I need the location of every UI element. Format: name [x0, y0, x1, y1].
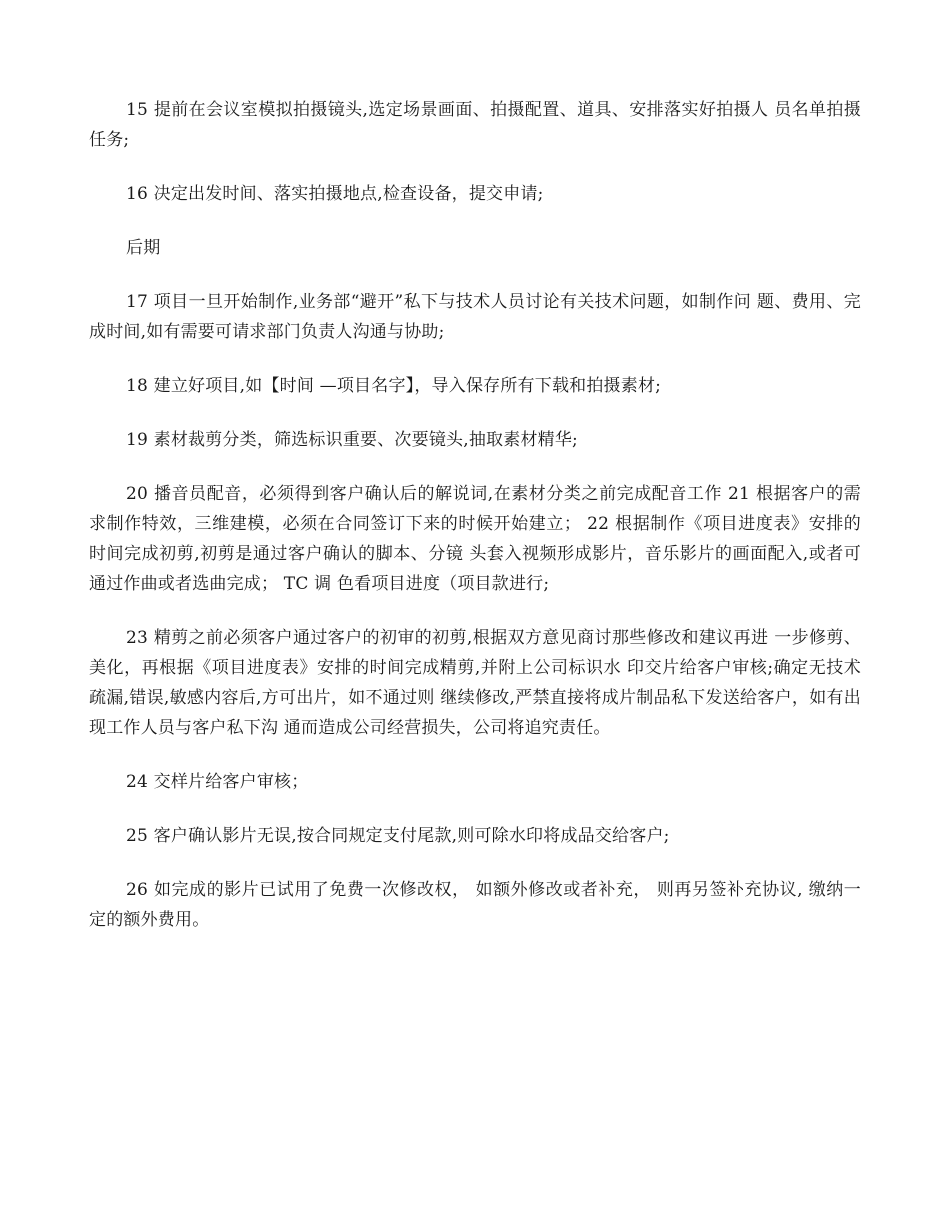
paragraph-20-22: 20 播音员配音，必须得到客户确认后的解说词,在素材分类之前完成配音工作 21 根据客户的需求制作特效，三维建模，必须在合同签订下来的时候开始建立； 22 根据制作《项目进度表》安排的时间完成初剪,初剪是通过客户确认的脚本、分镜 头套入视频形成影片，音乐影片的画面配入,或者可通过作曲或者选曲完成； TC 调 色看项目进度（项目款进行; — [89, 484, 861, 594]
paragraph-16: 16 决定出发时间、落实拍摄地点,检查设备，提交申请; — [126, 184, 544, 204]
paragraph-18: 18 建立好项目,如【时间 —项目名字】，导入保存所有下载和拍摄素材; — [126, 376, 662, 396]
paragraph-23: 23 精剪之前必须客户通过客户的初审的初剪,根据双方意见商讨那些修改和建议再进 一步修剪、美化，再根据《项目进度表》安排的时间完成精剪,并附上公司标识水 印交片给客户审核;确定无技术疏漏,错误,敏感内容后,方可出片，如不通过则 继续修改,严禁直接将成片制品私下发送给客户，如有出现工作人员与客户私下沟 通而造成公司经营损失，公司将追究责任。 — [89, 628, 861, 738]
section-heading-post-production: 后期 — [126, 238, 161, 258]
paragraph-26: 26 如完成的影片已试用了免费一次修改权， 如额外修改或者补充， 则再另签补充协议, 缴纳一定的额外费用。 — [89, 880, 861, 930]
paragraph-24: 24 交样片给客户审核； — [126, 772, 309, 792]
paragraph-15: 15 提前在会议室模拟拍摄镜头,选定场景画面、拍摄配置、道具、安排落实好拍摄人 员名单拍摄任务; — [89, 100, 861, 150]
paragraph-17: 17 项目一旦开始制作,业务部“避开”私下与技术人员讨论有关技术问题，如制作问 题、费用、完成时间,如有需要可请求部门负责人沟通与协助; — [89, 292, 861, 342]
document-body — [89, 95, 861, 959]
paragraph-25: 25 客户确认影片无误,按合同规定支付尾款,则可除水印将成品交给客户; — [126, 826, 670, 846]
paragraph-19: 19 素材裁剪分类，筛选标识重要、次要镜头,抽取素材精华; — [126, 430, 578, 450]
